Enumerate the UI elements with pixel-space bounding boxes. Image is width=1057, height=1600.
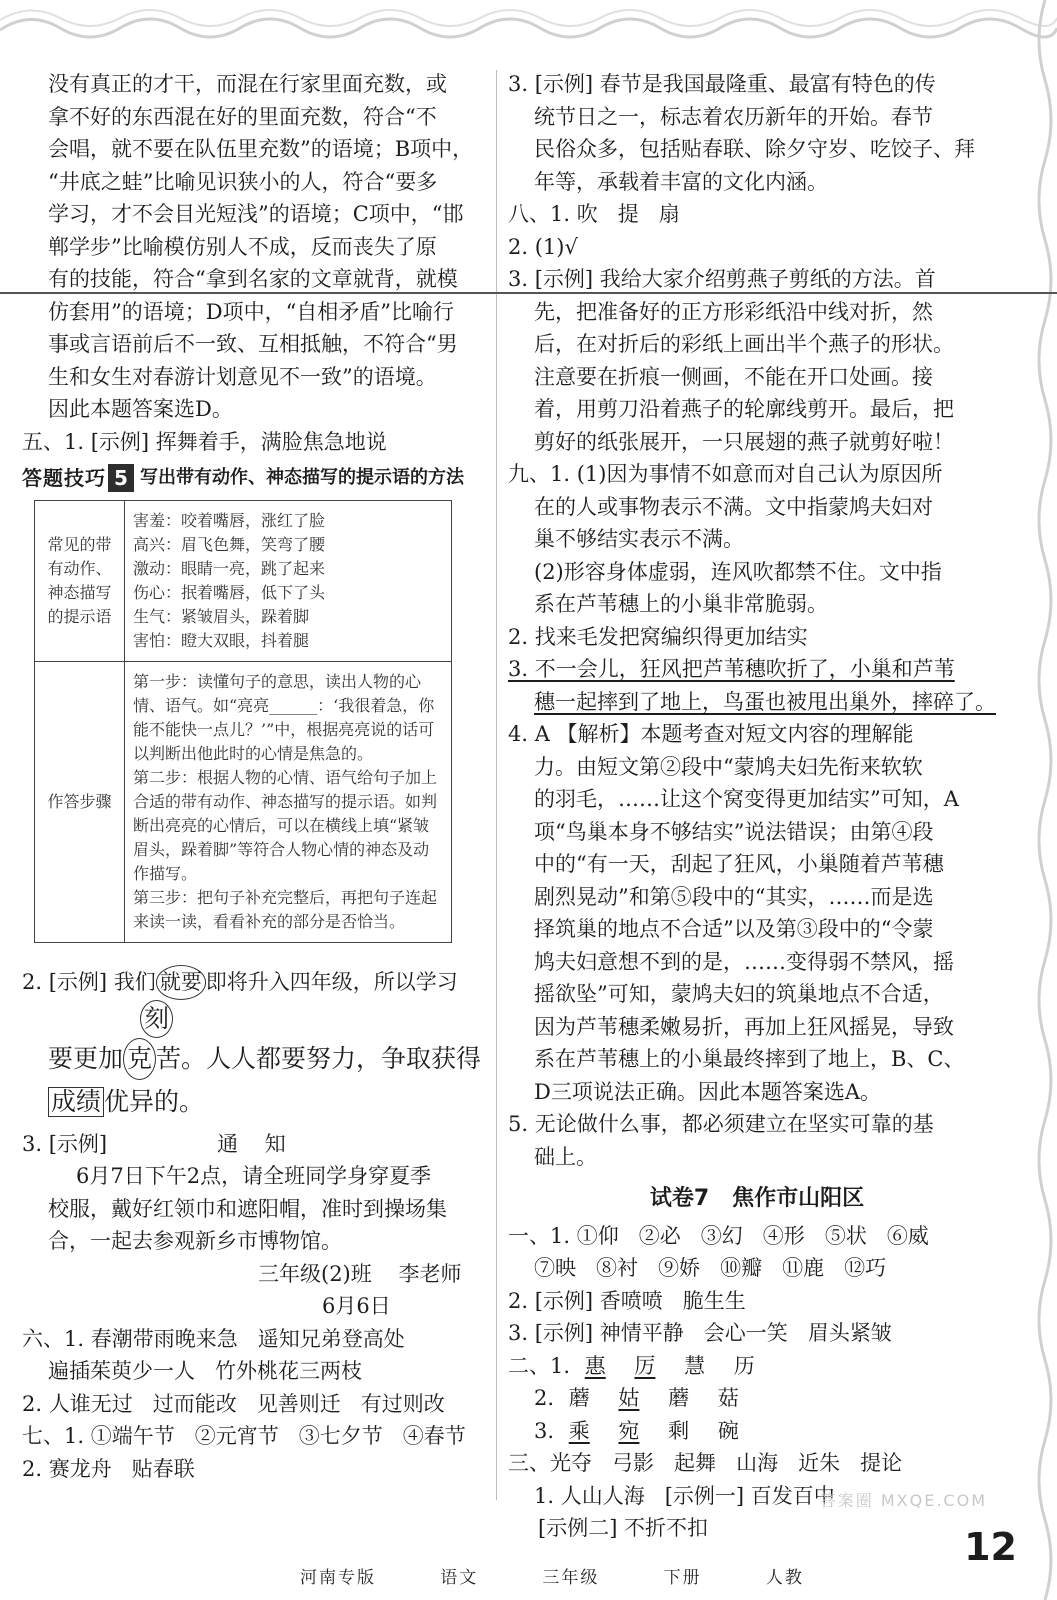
answer-continuation (22, 68, 487, 426)
text-line: 鸠夫妇意想不到的是，……变得弱不禁风，摇 (534, 949, 954, 974)
table-row-header: 常见的带有动作、神态描写的提示语 (35, 501, 125, 662)
text: 苦。人人都要努力，争取获得 (156, 1043, 482, 1073)
answer-2-correction (22, 965, 487, 1124)
answer-liu-1-cont: 遍插茱萸少一人 竹外桃花三两枝 (48, 1359, 363, 1383)
text: 优异的。 (104, 1086, 205, 1116)
text-line: 3. [示例] 春节是我国最隆重、最富有特色的传 (508, 72, 936, 96)
table-cell (125, 662, 452, 943)
text-line: 3. [示例] 我给大家介绍剪燕子剪纸的方法。首 (508, 267, 936, 291)
tip-line: 生气：紧皱眉头，跺着脚 (133, 607, 310, 626)
text-line: 着，用剪刀沿着燕子的轮廓线剪开。最后，把 (534, 397, 954, 421)
char: 乘 (568, 1418, 590, 1443)
answer-jiu-5 (508, 1108, 1006, 1173)
text-line: 5. 无论做什么事，都必须建立在坚实可靠的基 (508, 1112, 934, 1136)
answer-er-2 (508, 1382, 1006, 1415)
tip-title: 写出带有动作、神态描写的提示语的方法 (140, 466, 464, 488)
text-line: D三项说法正确。因此本题答案选A。 (534, 1079, 882, 1104)
answer-liu-1: 六、1. 春潮带雨晚来急 遥知兄弟登高处 (22, 1326, 405, 1351)
notice-date: 6月6日 (322, 1294, 391, 1318)
text-line: 有的技能，符合“拿到名家的文章就背，就模 (48, 267, 458, 291)
answer-jiu-2: 2. 找来毛发把窝编织得更加结实 (508, 624, 808, 649)
text-line: 6月7日下午2点，请全班同学身穿夏季 (76, 1164, 432, 1188)
label: 二、1. (508, 1353, 571, 1378)
text-line: 摇欲坠”可知，蒙鸠夫妇的筑巢地点不合适， (534, 982, 944, 1006)
char: 惠 (584, 1353, 606, 1378)
table-row (35, 662, 452, 943)
text-line (22, 1128, 487, 1161)
section-title: 试卷7 焦作市山阳区 (649, 1186, 865, 1211)
answer-san-1: 1. 人山人海 [示例一] 百发百中 (534, 1483, 835, 1508)
boxed-word: 成绩 (48, 1087, 104, 1117)
text-line: 的羽毛，……让这个窝变得更加结实”可知，A (534, 787, 959, 811)
text-line: “井底之蛙”比喻见识狭小的人，符合“要多 (48, 169, 438, 194)
text-line: 年等，承载着丰富的文化内涵。 (534, 169, 828, 194)
text: 2. [示例] 我们 (22, 970, 156, 994)
answer-jiu-3 (508, 653, 1006, 718)
text: 3. [示例] (22, 1131, 108, 1156)
right-column (508, 68, 1006, 1545)
char: 蘑 (568, 1386, 590, 1410)
char: 厉 (634, 1353, 656, 1378)
tip-step: 第一步：读懂句子的意思，读出人物的心情、语气。如“亮亮______：‘我很着急，你能不能快一点儿？’”中，根据亮亮说的话可以判断出他此时的心情是焦急的。 (133, 672, 435, 763)
answer-qi-2: 2. 赛龙舟 贴春联 (22, 1456, 195, 1481)
answer-jiu-1 (508, 458, 1006, 621)
answer-liu-2: 2. 人谁无过 过而能改 见善则迁 有过则改 (22, 1391, 445, 1416)
page-number: 12 (964, 1525, 1017, 1569)
footer-text: 河南专版 语文 三年级 下册 人教 (300, 1568, 804, 1588)
tip-line: 伤心：抿着嘴唇，低下了头 (133, 583, 326, 602)
text-line: 项“鸟巢本身不够结实”说法错误；由第④段 (534, 819, 934, 844)
notice-title: 通 知 (217, 1131, 286, 1156)
answer-san-1-cont: [示例二] 不折不扣 (538, 1516, 709, 1540)
corrected-character: 刻 (140, 1000, 173, 1038)
watermark: 答案圈 MXQE.COM (819, 1491, 987, 1510)
text-line: 仿套用”的语境；D项中，“自相矛盾”比喻行 (48, 299, 455, 324)
answer-yi-1-cont: ⑦映 ⑧衬 ⑨娇 ⑩瓣 ⑪鹿 ⑫巧 (534, 1256, 887, 1280)
tip-line: 激动：眼睛一亮，跳了起来 (133, 559, 326, 578)
tip-line: 害羞：咬着嘴唇，涨红了脸 (133, 511, 326, 530)
answer-ba-2: 2. (1)√ (508, 234, 578, 259)
table-cell (125, 501, 452, 662)
table-row-header: 作答步骤 (35, 662, 125, 943)
text-line: 事或言语前后不一致、互相抵触，不符合“男 (48, 332, 458, 356)
char: 碗 (717, 1418, 739, 1443)
notice-answer (22, 1128, 487, 1323)
label: 3. (534, 1418, 555, 1443)
tips-table (34, 500, 452, 943)
left-column (22, 68, 487, 1485)
char: 菇 (717, 1386, 739, 1410)
text-line (22, 1038, 487, 1080)
text-line (22, 965, 487, 1000)
char: 蘑 (668, 1386, 690, 1410)
text-line: 统节日之一，标志着农历新年的开始。春节 (534, 104, 933, 129)
answer-ba-1: 八、1. 吹 提 扇 (508, 202, 680, 226)
text-line: 系在芦苇穗上的小巢最终摔到了地上，B、C、 (534, 1047, 965, 1071)
circled-word: 就要 (156, 965, 206, 1000)
text-line: 中的“有一天，刮起了狂风，小巢随着芦苇穗 (534, 852, 944, 876)
top-border-decoration (0, 0, 1057, 48)
text-line: 合，一起去参观新乡市博物馆。 (48, 1229, 342, 1253)
tip-label: 答题技巧 (22, 465, 106, 490)
text-line: 先，把准备好的正方形彩纸沿中线对折，然 (534, 299, 933, 324)
text-line: 会唱，就不要在队伍里充数”的语境；B项中， (48, 137, 474, 161)
tip-header (22, 462, 487, 494)
answer-yi-3: 3. [示例] 神情平静 会心一笑 眉头紧皱 (508, 1321, 892, 1345)
answer-qi-1: 七、1. ①端午节 ②元宵节 ③七夕节 ④春节 (22, 1424, 466, 1448)
tip-step: 第三步：把句子补充完整后，再把句子连起来读一读，看看补充的部分是否恰当。 (133, 888, 438, 931)
tip-step: 第二步：根据人物的心情、语气给句子加上合适的带有动作、神态描写的提示语。如判断出亮亮的心情后，可以在横线上填“紧皱眉头，跺着脚”等符合人物心情的神态及动作描写。 (133, 768, 438, 883)
text-line: 择筑巢的地点不合适”以及第③段中的“令蒙 (534, 917, 934, 941)
answer-jiu-4 (508, 718, 1006, 1108)
column-divider (496, 70, 497, 1500)
text-line (22, 1080, 487, 1124)
tip-line: 高兴：眉飞色舞，笑弯了腰 (133, 535, 326, 554)
answer-7-3 (508, 68, 1006, 198)
text-line: 学习，才不会目光短浅”的语境；C项中，“邯 (48, 202, 464, 226)
text-line: 郸学步”比喻模仿别人不成，反而丧失了原 (48, 234, 437, 259)
circled-word: 克 (123, 1038, 156, 1080)
footer (0, 1555, 1057, 1600)
text-line: 巢不够结实表示不满。 (534, 527, 744, 551)
text-line: (2)形容身体虚弱，连风吹都禁不住。文中指 (534, 559, 942, 584)
label: 2. (534, 1386, 555, 1410)
text-line: 注意要在折痕一侧画，不能在开口处画。接 (534, 364, 933, 389)
answer-ba-3 (508, 263, 1006, 458)
answer-er-3 (508, 1415, 1006, 1448)
text-line: 九、1. (1)因为事情不如意而对自己认为原因所 (508, 462, 943, 486)
text-line: 3. 不一会儿，狂风把芦苇穗吹折了，小巢和芦苇 (508, 657, 955, 681)
text-line: 校服，戴好红领巾和遮阳帽，准时到操场集 (48, 1196, 447, 1221)
text-line: 穗一起摔到了地上，鸟蛋也被甩出巢外，摔碎了。 (534, 689, 996, 714)
answer-wu-1: 五、1. [示例] 挥舞着手，满脸焦急地说 (22, 429, 387, 454)
text-line: 础上。 (534, 1144, 597, 1169)
tip-line: 害怕：瞪大双眼，抖着腿 (133, 631, 310, 650)
text-line: 剪好的纸张展开，一只展翅的燕子就剪好啦！ (534, 429, 954, 454)
text-line: 剧烈晃动”和第⑤段中的“其实，……而是选 (534, 884, 934, 909)
answer-san: 三、光夺 弓影 起舞 山海 近朱 提论 (508, 1451, 903, 1475)
text-line: 拿不好的东西混在好的里面充数，符合“不 (48, 104, 437, 129)
text-line: 力。由短文第②段中“蒙鸠夫妇先衔来软软 (534, 754, 923, 779)
text-line: 因此本题答案选D。 (48, 397, 233, 421)
notice-signature: 三年级(2)班 李老师 (258, 1261, 462, 1286)
answer-yi-1: 一、1. ①仰 ②必 ③幻 ④形 ⑤状 ⑥威 (508, 1223, 929, 1248)
tip-number-badge: 5 (108, 464, 134, 492)
char: 姑 (618, 1386, 640, 1410)
text: 要更加 (48, 1043, 124, 1073)
correction-mark (22, 1000, 487, 1038)
text-line: 系在芦苇穗上的小巢非常脆弱。 (534, 592, 828, 616)
text-line: 因为芦苇穗柔嫩易折，再加上狂风摇晃，导致 (534, 1014, 954, 1039)
text-line: 没有真正的才干，而混在行家里面充数，或 (48, 72, 447, 96)
text-line: 生和女生对春游计划意见不一致”的语境。 (48, 364, 437, 389)
right-border-decoration (1027, 0, 1057, 1600)
char: 宛 (618, 1418, 640, 1443)
text-line: 在的人或事物表示不满。文中指蒙鸠夫妇对 (534, 494, 933, 519)
char: 慧 (684, 1353, 706, 1378)
text: 即将升入四年级，所以学习 (205, 970, 458, 994)
table-row (35, 501, 452, 662)
answer-yi-2: 2. [示例] 香喷喷 脆生生 (508, 1288, 746, 1313)
char: 历 (733, 1353, 755, 1378)
answer-er-1 (508, 1350, 1006, 1383)
char: 剩 (668, 1418, 690, 1443)
text-line: 民俗众多，包括贴春联、除夕守岁、吃饺子、拜 (534, 137, 975, 161)
text-line: 后，在对折后的彩纸上画出半个燕子的形状。 (534, 332, 954, 356)
text-line: 4. A 【解析】本题考查对短文内容的理解能 (508, 722, 914, 746)
